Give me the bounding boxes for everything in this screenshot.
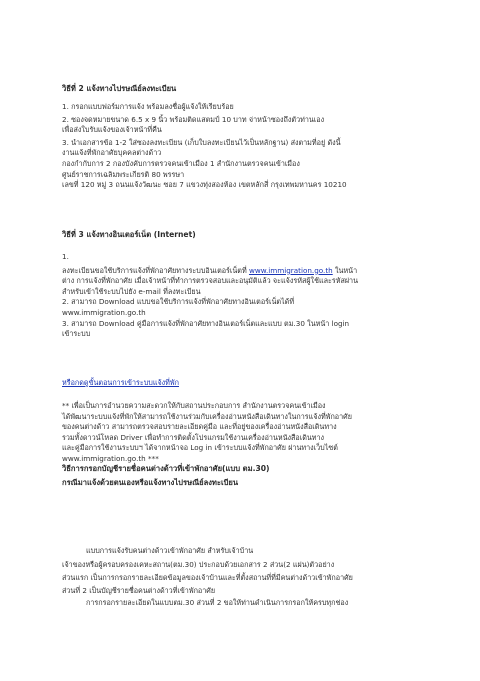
note-line4: รวมทั้งดาวน์โหลด Driver เพื่อทำการติดตั้งโปรแกรมใช้งานเครื่องอ่านหนังสือเดินทาง [62, 432, 325, 442]
method2-step3-cont: งานแจ้งที่พักอาศัยบุคคลต่างด้าว [62, 148, 162, 158]
form-desc-line3: ส่วนแรก เป็นการกรอกรายละเอียดข้อมูลของเจ้าบ้านและที่ตั้งสถานที่ที่มีคนต่างด้าวเข้าพักอาศัย [62, 573, 353, 583]
form-desc-line2: เจ้าของหรือผู้ครอบครองเคหะสถาน(ตม.30) ประกอบด้วยเอกสาร 2 ส่วน(2 แผ่น)ตัวอย่าง [62, 559, 335, 569]
method2-step1: 1. กรอกแบบฟอร์มการแจ้ง พร้อมลงชื่อผู้แจ้งให้เรียบร้อย [62, 102, 234, 111]
method3-section [62, 230, 428, 241]
login-steps-link[interactable]: หรือกดดูขั้นตอนการเข้าระบบแจ้งที่พัก [62, 378, 180, 387]
method2-step2: 2. ซองจดหมายขนาด 6.5 x 9 นิ้ว พร้อมติดแสตมป์ 10 บาท จ่าหน้าซองถึงตัวท่านเอง [62, 114, 325, 124]
form-desc-line4: ส่วนที่ 2 เป็นบัญชีรายชื่อคนต่างด้าวที่เข้าพักอาศัย [62, 585, 216, 595]
method2-address-line1: กองกำกับการ 2 กองบังคับการตรวจคนเข้าเมือง 1 สำนักงานตรวจคนเข้าเมือง [62, 158, 300, 168]
method3-step2-url: www.immigration.go.th [62, 307, 146, 317]
method2-steps [62, 102, 428, 191]
reader-note [62, 401, 428, 465]
note-line2: ได้พัฒนาระบบแจ้งที่พักให้สามารถใช้งานร่วมกับเครื่องอ่านหนังสือเดินทางในการแจ้งที่พักอาศัย [62, 411, 352, 421]
method2-step3: 3. นำเอกสารข้อ 1-2 ใส่ซองลงทะเบียน (เก็บใบลงทะเบียนไว้เป็นหลักฐาน) ส่งตามที่อยู่ ดังนี้ [62, 137, 341, 147]
note-line6: www.immigration.go.th *** [62, 453, 159, 463]
method2-section [62, 84, 428, 95]
login-steps-section [62, 378, 428, 389]
method3-step1-line3: สำหรับเข้าใช้ระบบไปยัง e-mail ที่ลงทะเบียน [62, 286, 201, 296]
form-description [62, 546, 428, 609]
method2-heading: วิธีที่ 2 แจ้งทางไปรษณีย์ลงทะเบียน [62, 84, 177, 93]
note-line1: ** เพื่อเป็นการอำนวยความสะดวกให้กับสถานประกอบการ สำนักงานตรวจคนเข้าเมือง [62, 401, 326, 410]
form-heading-line1: วิธีการกรอกบัญชีรายชื่อคนต่างด้าวที่เข้าพักอาศัย(แบบ ตม.30) [62, 464, 270, 473]
method3-step1-text: ลงทะเบียนขอใช้บริการแจ้งที่พักอาศัยทางระบบอินเตอร์เน็ตที่ [62, 265, 249, 275]
method2-address-line3: เลขที่ 120 หมู่ 3 ถนนแจ้งวัฒนะ ซอย 7 แขวงทุ่งสองห้อง เขตหลักสี่ กรุงเทพมหานคร 10210 [62, 180, 347, 190]
note-line3: ของคนต่างด้าว สามารถตรวจสอบรายละเอียดคู่มือ และที่อยู่ของเครื่องอ่านหนังสือเดินทาง [62, 422, 337, 432]
method3-step2: 2. สามารถ Download แบบขอใช้บริการแจ้งที่พักอาศัยทางอินเตอร์เน็ตได้ที่ [62, 297, 295, 307]
method3-step3-cont: เข้าระบบ [62, 329, 91, 339]
method3-step1-line1 [62, 266, 428, 277]
form-desc-line1: แบบการแจ้งรับคนต่างด้าวเข้าพักอาศัย สำหรับเจ้าบ้าน [86, 546, 254, 555]
form-section-heading [62, 464, 428, 488]
method3-step3: 3. สามารถ Download คู่มือการแจ้งที่พักอาศัยทางอินเตอร์เน็ตและแบบ ตม.30 ในหน้า login [62, 318, 350, 328]
method2-address-line2: ศูนย์ราชการเฉลิมพระเกียรติ 80 พรรษา [62, 169, 185, 179]
method3-steps [62, 252, 428, 340]
form-desc-line5: การกรอกรายละเอียดในแบบตม.30 ส่วนที่ 2 ขอให้ท่านดำเนินการกรอกให้ครบทุกช่อง [86, 598, 349, 608]
method2-step2-cont: เพื่อส่งใบรับแจ้งของเจ้าหน้าที่คืน [62, 125, 162, 135]
method3-step1-text-end: ในหน้า [332, 265, 358, 275]
method3-step1-line2: ต่าง การแจ้งที่พักอาศัย เมื่อเจ้าหน้าที่ทำการตรวจสอบและอนุมัติแล้ว จะแจ้งรหัสผู้ใช้และรหัสผ่าน [62, 276, 358, 286]
note-line5: และคู่มือการใช้งานระบบฯ ได้จากหน้าจอ Log in เข้าระบบแจ้งที่พักอาศัย ผ่านทางเว็บไซต์ [62, 443, 338, 453]
method3-step1-number: 1. [62, 252, 69, 261]
form-heading-line2: กรณีมาแจ้งด้วยตนเองหรือแจ้งทางไปรษณีย์ลงทะเบียน [62, 477, 239, 487]
immigration-website-link[interactable]: www.immigration.go.th [248, 265, 333, 275]
method3-heading: วิธีที่ 3 แจ้งทางอินเตอร์เน็ต (Internet) [62, 230, 196, 239]
